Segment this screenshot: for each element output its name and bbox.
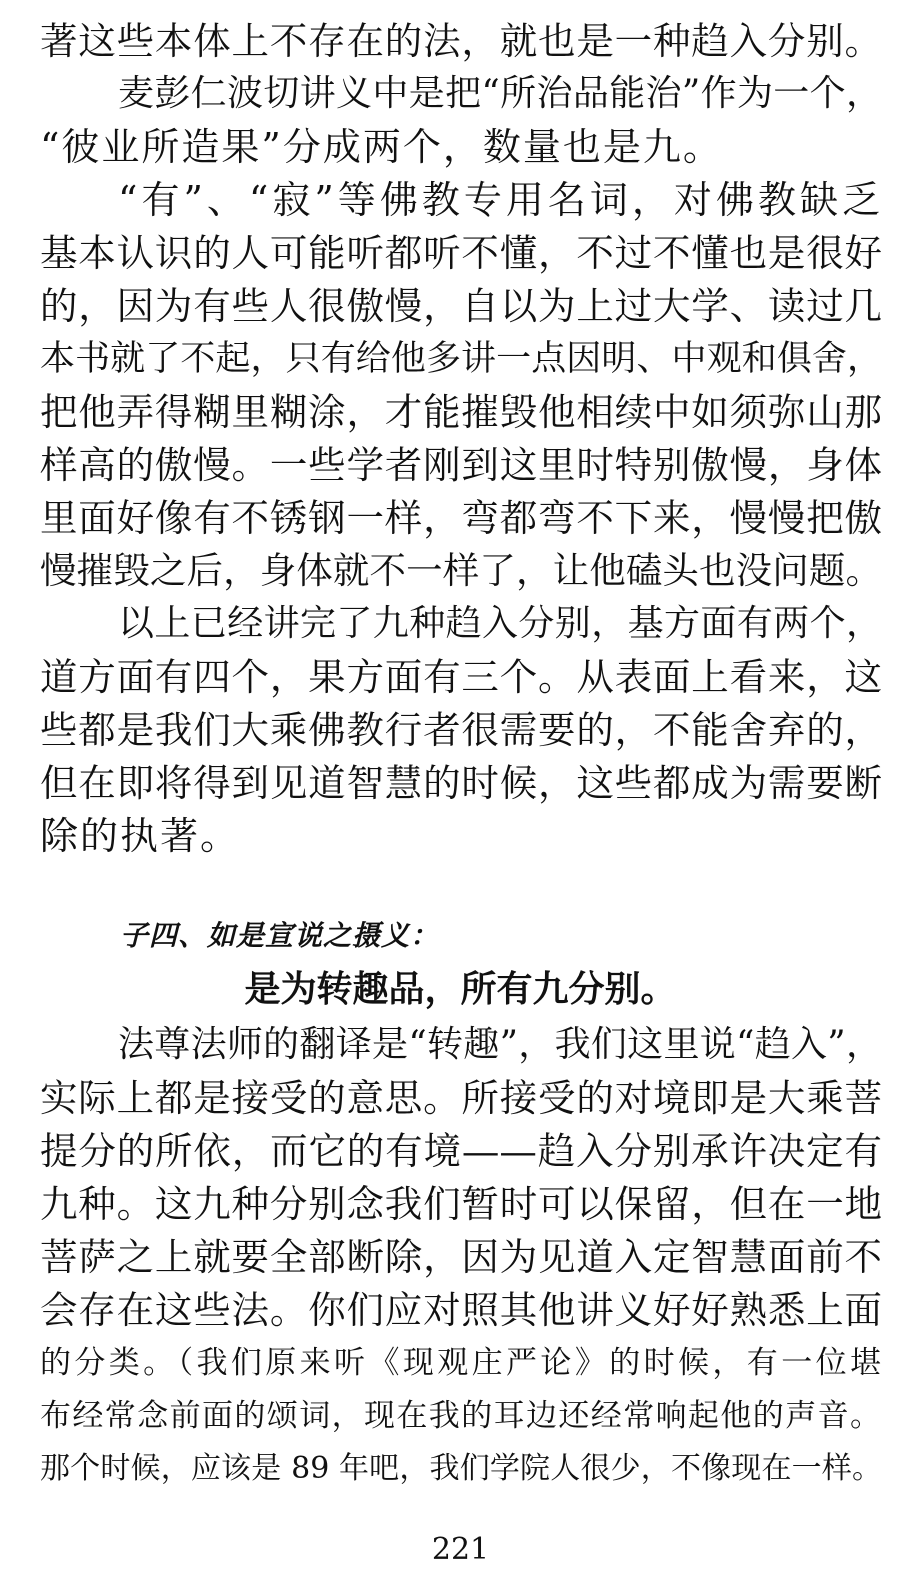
- text-line: 的，因为有些人很傲慢，自以为上过大学、读过几: [40, 284, 882, 328]
- text-line: 提分的所依，而它的有境——趋入分别承许决定有: [40, 1129, 882, 1173]
- text-line: “有”、“寂”等佛教专用名词，对佛教缺乏: [118, 178, 882, 222]
- page-number: 221: [431, 1532, 490, 1567]
- text-line: 以上已经讲完了九种趋入分别，基方面有两个，: [118, 603, 882, 644]
- text-line: 实际上都是接受的意思。所接受的对境即是大乘菩: [40, 1076, 882, 1120]
- text-line: 那个时候，应该是 89 年吧，我们学院人很少，不像现在一样。: [40, 1451, 882, 1486]
- section-subheading: 子四、如是宣说之摄义：: [120, 919, 440, 952]
- text-line: 样高的傲慢。一些学者刚到这里时特别傲慢，身体: [40, 443, 882, 487]
- text-line: 本书就了不起，只有给他多讲一点因明、中观和俱舍，: [40, 339, 882, 379]
- verse-heading: 是为转趣品，所有九分别。: [244, 969, 677, 1010]
- text-line: 道方面有四个，果方面有三个。从表面上看来，这: [40, 655, 882, 699]
- text-line: 基本认识的人可能听都听不懂，不过不懂也是很好: [40, 231, 882, 275]
- text-line: 的分类。（我们原来听《现观庄严论》的时候，有一位堪: [40, 1345, 882, 1381]
- text-line: 菩萨之上就要全部断除，因为见道入定智慧面前不: [40, 1235, 882, 1279]
- text-line: 著这些本体上不存在的法，就也是一种趋入分别。: [40, 19, 882, 63]
- text-line: 但在即将得到见道智慧的时候，这些都成为需要断: [40, 761, 882, 805]
- text-line: “彼业所造果”分成两个，数量也是九。: [40, 125, 723, 169]
- text-line: 些都是我们大乘佛教行者很需要的，不能舍弃的，: [40, 708, 882, 752]
- text-line: 慢摧毁之后，身体就不一样了，让他磕头也没问题。: [40, 549, 882, 592]
- text-line: 会存在这些法。你们应对照其他讲义好好熟悉上面: [40, 1288, 882, 1332]
- text-line: 麦彭仁波切讲义中是把“所治品能治”作为一个，: [118, 73, 882, 114]
- text-line: 九种。这九种分别念我们暂时可以保留，但在一地: [40, 1182, 882, 1226]
- text-line: 法尊法师的翻译是“转趣”，我们这里说“趋入”，: [118, 1024, 882, 1065]
- text-line: 把他弄得糊里糊涂，才能摧毁他相续中如须弥山那: [40, 390, 882, 434]
- text-line: 布经常念前面的颂词，现在我的耳边还经常响起他的声音。: [40, 1398, 882, 1434]
- text-line: 除的执著。: [40, 814, 241, 858]
- text-line: 里面好像有不锈钢一样，弯都弯不下来，慢慢把傲: [40, 496, 882, 540]
